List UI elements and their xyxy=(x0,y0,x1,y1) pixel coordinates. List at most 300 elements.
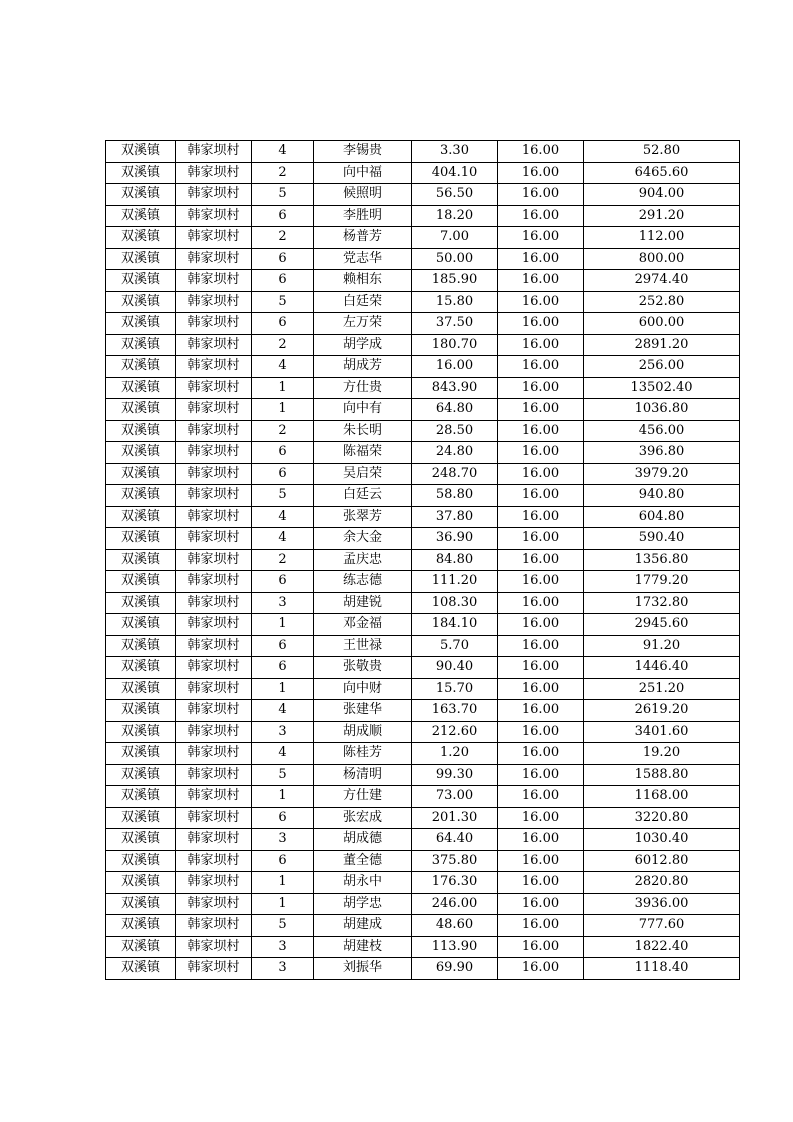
area-cell: 176.30 xyxy=(412,872,498,894)
group-cell: 2 xyxy=(252,162,314,184)
village-cell: 韩家坝村 xyxy=(176,958,252,980)
group-cell: 6 xyxy=(252,657,314,679)
name-cell: 胡成顺 xyxy=(314,721,412,743)
amount-cell: 600.00 xyxy=(584,313,740,335)
town-cell: 双溪镇 xyxy=(106,485,176,507)
group-cell: 4 xyxy=(252,743,314,765)
table-row xyxy=(106,506,740,528)
table-row xyxy=(106,958,740,980)
area-cell: 56.50 xyxy=(412,184,498,206)
village-cell: 韩家坝村 xyxy=(176,485,252,507)
area-cell: 18.20 xyxy=(412,205,498,227)
town-cell: 双溪镇 xyxy=(106,463,176,485)
name-cell: 向中有 xyxy=(314,399,412,421)
village-cell: 韩家坝村 xyxy=(176,721,252,743)
group-cell: 6 xyxy=(252,248,314,270)
table-row xyxy=(106,872,740,894)
town-cell: 双溪镇 xyxy=(106,420,176,442)
town-cell: 双溪镇 xyxy=(106,442,176,464)
table-row xyxy=(106,571,740,593)
amount-cell: 396.80 xyxy=(584,442,740,464)
area-cell: 69.90 xyxy=(412,958,498,980)
group-cell: 3 xyxy=(252,592,314,614)
village-cell: 韩家坝村 xyxy=(176,248,252,270)
group-cell: 6 xyxy=(252,442,314,464)
town-cell: 双溪镇 xyxy=(106,248,176,270)
table-row xyxy=(106,205,740,227)
table-row xyxy=(106,162,740,184)
rate-cell: 16.00 xyxy=(498,936,584,958)
village-cell: 韩家坝村 xyxy=(176,377,252,399)
village-cell: 韩家坝村 xyxy=(176,463,252,485)
group-cell: 1 xyxy=(252,377,314,399)
name-cell: 方仕建 xyxy=(314,786,412,808)
town-cell: 双溪镇 xyxy=(106,829,176,851)
rate-cell: 16.00 xyxy=(498,205,584,227)
amount-cell: 3401.60 xyxy=(584,721,740,743)
area-cell: 28.50 xyxy=(412,420,498,442)
name-cell: 胡建枝 xyxy=(314,936,412,958)
table-row xyxy=(106,313,740,335)
rate-cell: 16.00 xyxy=(498,786,584,808)
table-row xyxy=(106,420,740,442)
amount-cell: 2945.60 xyxy=(584,614,740,636)
name-cell: 赖相东 xyxy=(314,270,412,292)
town-cell: 双溪镇 xyxy=(106,893,176,915)
town-cell: 双溪镇 xyxy=(106,721,176,743)
table-row xyxy=(106,893,740,915)
rate-cell: 16.00 xyxy=(498,141,584,163)
rate-cell: 16.00 xyxy=(498,356,584,378)
village-cell: 韩家坝村 xyxy=(176,936,252,958)
name-cell: 朱长明 xyxy=(314,420,412,442)
group-cell: 3 xyxy=(252,958,314,980)
group-cell: 3 xyxy=(252,936,314,958)
amount-cell: 1446.40 xyxy=(584,657,740,679)
area-cell: 15.80 xyxy=(412,291,498,313)
village-cell: 韩家坝村 xyxy=(176,635,252,657)
name-cell: 向中福 xyxy=(314,162,412,184)
town-cell: 双溪镇 xyxy=(106,958,176,980)
amount-cell: 13502.40 xyxy=(584,377,740,399)
group-cell: 6 xyxy=(252,635,314,657)
name-cell: 胡成芳 xyxy=(314,356,412,378)
village-cell: 韩家坝村 xyxy=(176,291,252,313)
town-cell: 双溪镇 xyxy=(106,807,176,829)
rate-cell: 16.00 xyxy=(498,915,584,937)
village-cell: 韩家坝村 xyxy=(176,141,252,163)
group-cell: 1 xyxy=(252,893,314,915)
rate-cell: 16.00 xyxy=(498,571,584,593)
rate-cell: 16.00 xyxy=(498,657,584,679)
area-cell: 201.30 xyxy=(412,807,498,829)
town-cell: 双溪镇 xyxy=(106,872,176,894)
area-cell: 212.60 xyxy=(412,721,498,743)
rate-cell: 16.00 xyxy=(498,399,584,421)
name-cell: 练志德 xyxy=(314,571,412,593)
table-row xyxy=(106,463,740,485)
name-cell: 胡建锐 xyxy=(314,592,412,614)
amount-cell: 52.80 xyxy=(584,141,740,163)
village-cell: 韩家坝村 xyxy=(176,893,252,915)
amount-cell: 604.80 xyxy=(584,506,740,528)
amount-cell: 291.20 xyxy=(584,205,740,227)
village-cell: 韩家坝村 xyxy=(176,807,252,829)
rate-cell: 16.00 xyxy=(498,291,584,313)
village-cell: 韩家坝村 xyxy=(176,872,252,894)
group-cell: 5 xyxy=(252,291,314,313)
amount-cell: 256.00 xyxy=(584,356,740,378)
group-cell: 6 xyxy=(252,270,314,292)
area-cell: 404.10 xyxy=(412,162,498,184)
town-cell: 双溪镇 xyxy=(106,614,176,636)
town-cell: 双溪镇 xyxy=(106,700,176,722)
area-cell: 843.90 xyxy=(412,377,498,399)
village-cell: 韩家坝村 xyxy=(176,334,252,356)
name-cell: 陈桂芳 xyxy=(314,743,412,765)
village-cell: 韩家坝村 xyxy=(176,614,252,636)
table-row xyxy=(106,334,740,356)
name-cell: 胡学忠 xyxy=(314,893,412,915)
rate-cell: 16.00 xyxy=(498,334,584,356)
village-cell: 韩家坝村 xyxy=(176,592,252,614)
rate-cell: 16.00 xyxy=(498,614,584,636)
name-cell: 邓金福 xyxy=(314,614,412,636)
town-cell: 双溪镇 xyxy=(106,184,176,206)
name-cell: 胡永中 xyxy=(314,872,412,894)
amount-cell: 904.00 xyxy=(584,184,740,206)
name-cell: 白廷云 xyxy=(314,485,412,507)
amount-cell: 19.20 xyxy=(584,743,740,765)
rate-cell: 16.00 xyxy=(498,248,584,270)
rate-cell: 16.00 xyxy=(498,829,584,851)
table-row xyxy=(106,743,740,765)
town-cell: 双溪镇 xyxy=(106,356,176,378)
name-cell: 王世禄 xyxy=(314,635,412,657)
rate-cell: 16.00 xyxy=(498,184,584,206)
town-cell: 双溪镇 xyxy=(106,162,176,184)
table-row xyxy=(106,700,740,722)
table-row xyxy=(106,721,740,743)
area-cell: 99.30 xyxy=(412,764,498,786)
village-cell: 韩家坝村 xyxy=(176,227,252,249)
amount-cell: 940.80 xyxy=(584,485,740,507)
group-cell: 6 xyxy=(252,205,314,227)
village-cell: 韩家坝村 xyxy=(176,356,252,378)
name-cell: 李胜明 xyxy=(314,205,412,227)
amount-cell: 1779.20 xyxy=(584,571,740,593)
village-cell: 韩家坝村 xyxy=(176,506,252,528)
village-cell: 韩家坝村 xyxy=(176,162,252,184)
area-cell: 84.80 xyxy=(412,549,498,571)
rate-cell: 16.00 xyxy=(498,377,584,399)
group-cell: 5 xyxy=(252,915,314,937)
town-cell: 双溪镇 xyxy=(106,549,176,571)
area-cell: 111.20 xyxy=(412,571,498,593)
village-cell: 韩家坝村 xyxy=(176,743,252,765)
village-cell: 韩家坝村 xyxy=(176,678,252,700)
table-row xyxy=(106,141,740,163)
rate-cell: 16.00 xyxy=(498,678,584,700)
area-cell: 50.00 xyxy=(412,248,498,270)
village-cell: 韩家坝村 xyxy=(176,786,252,808)
name-cell: 吴启荣 xyxy=(314,463,412,485)
town-cell: 双溪镇 xyxy=(106,850,176,872)
amount-cell: 1036.80 xyxy=(584,399,740,421)
name-cell: 董全德 xyxy=(314,850,412,872)
amount-cell: 1118.40 xyxy=(584,958,740,980)
area-cell: 108.30 xyxy=(412,592,498,614)
area-cell: 1.20 xyxy=(412,743,498,765)
amount-cell: 2974.40 xyxy=(584,270,740,292)
amount-cell: 2619.20 xyxy=(584,700,740,722)
area-cell: 64.80 xyxy=(412,399,498,421)
table-row xyxy=(106,657,740,679)
rate-cell: 16.00 xyxy=(498,442,584,464)
name-cell: 向中财 xyxy=(314,678,412,700)
town-cell: 双溪镇 xyxy=(106,915,176,937)
rate-cell: 16.00 xyxy=(498,635,584,657)
town-cell: 双溪镇 xyxy=(106,764,176,786)
table-row xyxy=(106,764,740,786)
group-cell: 3 xyxy=(252,721,314,743)
name-cell: 党志华 xyxy=(314,248,412,270)
area-cell: 37.50 xyxy=(412,313,498,335)
group-cell: 4 xyxy=(252,528,314,550)
table-row xyxy=(106,248,740,270)
amount-cell: 6465.60 xyxy=(584,162,740,184)
town-cell: 双溪镇 xyxy=(106,141,176,163)
amount-cell: 6012.80 xyxy=(584,850,740,872)
village-cell: 韩家坝村 xyxy=(176,528,252,550)
name-cell: 张建华 xyxy=(314,700,412,722)
village-cell: 韩家坝村 xyxy=(176,442,252,464)
table-row xyxy=(106,678,740,700)
amount-cell: 2891.20 xyxy=(584,334,740,356)
area-cell: 248.70 xyxy=(412,463,498,485)
town-cell: 双溪镇 xyxy=(106,291,176,313)
name-cell: 候照明 xyxy=(314,184,412,206)
town-cell: 双溪镇 xyxy=(106,936,176,958)
table-row xyxy=(106,829,740,851)
village-cell: 韩家坝村 xyxy=(176,850,252,872)
area-cell: 375.80 xyxy=(412,850,498,872)
name-cell: 胡建成 xyxy=(314,915,412,937)
name-cell: 左万荣 xyxy=(314,313,412,335)
town-cell: 双溪镇 xyxy=(106,205,176,227)
town-cell: 双溪镇 xyxy=(106,743,176,765)
group-cell: 1 xyxy=(252,614,314,636)
area-cell: 246.00 xyxy=(412,893,498,915)
rate-cell: 16.00 xyxy=(498,528,584,550)
rate-cell: 16.00 xyxy=(498,700,584,722)
table-row xyxy=(106,227,740,249)
name-cell: 李锡贵 xyxy=(314,141,412,163)
name-cell: 胡学成 xyxy=(314,334,412,356)
area-cell: 3.30 xyxy=(412,141,498,163)
amount-cell: 1822.40 xyxy=(584,936,740,958)
group-cell: 2 xyxy=(252,549,314,571)
group-cell: 1 xyxy=(252,678,314,700)
group-cell: 2 xyxy=(252,227,314,249)
group-cell: 5 xyxy=(252,764,314,786)
rate-cell: 16.00 xyxy=(498,227,584,249)
town-cell: 双溪镇 xyxy=(106,313,176,335)
amount-cell: 3979.20 xyxy=(584,463,740,485)
amount-cell: 3936.00 xyxy=(584,893,740,915)
village-cell: 韩家坝村 xyxy=(176,313,252,335)
table-row xyxy=(106,807,740,829)
name-cell: 张宏成 xyxy=(314,807,412,829)
group-cell: 4 xyxy=(252,700,314,722)
group-cell: 1 xyxy=(252,872,314,894)
data-table xyxy=(105,140,740,980)
group-cell: 5 xyxy=(252,184,314,206)
name-cell: 余大金 xyxy=(314,528,412,550)
group-cell: 6 xyxy=(252,313,314,335)
town-cell: 双溪镇 xyxy=(106,592,176,614)
amount-cell: 1030.40 xyxy=(584,829,740,851)
group-cell: 4 xyxy=(252,141,314,163)
amount-cell: 2820.80 xyxy=(584,872,740,894)
area-cell: 48.60 xyxy=(412,915,498,937)
group-cell: 6 xyxy=(252,463,314,485)
town-cell: 双溪镇 xyxy=(106,334,176,356)
table-row xyxy=(106,399,740,421)
area-cell: 37.80 xyxy=(412,506,498,528)
amount-cell: 1168.00 xyxy=(584,786,740,808)
name-cell: 张翠芳 xyxy=(314,506,412,528)
town-cell: 双溪镇 xyxy=(106,227,176,249)
name-cell: 孟庆忠 xyxy=(314,549,412,571)
name-cell: 方仕贵 xyxy=(314,377,412,399)
amount-cell: 1732.80 xyxy=(584,592,740,614)
town-cell: 双溪镇 xyxy=(106,377,176,399)
town-cell: 双溪镇 xyxy=(106,571,176,593)
table-row xyxy=(106,528,740,550)
table-body xyxy=(106,141,740,980)
area-cell: 184.10 xyxy=(412,614,498,636)
name-cell: 胡成德 xyxy=(314,829,412,851)
group-cell: 2 xyxy=(252,334,314,356)
rate-cell: 16.00 xyxy=(498,850,584,872)
rate-cell: 16.00 xyxy=(498,270,584,292)
area-cell: 36.90 xyxy=(412,528,498,550)
table-row xyxy=(106,786,740,808)
amount-cell: 1356.80 xyxy=(584,549,740,571)
village-cell: 韩家坝村 xyxy=(176,399,252,421)
name-cell: 陈福荣 xyxy=(314,442,412,464)
town-cell: 双溪镇 xyxy=(106,657,176,679)
table-row xyxy=(106,915,740,937)
rate-cell: 16.00 xyxy=(498,958,584,980)
table-row xyxy=(106,377,740,399)
rate-cell: 16.00 xyxy=(498,893,584,915)
amount-cell: 112.00 xyxy=(584,227,740,249)
name-cell: 白廷荣 xyxy=(314,291,412,313)
amount-cell: 590.40 xyxy=(584,528,740,550)
town-cell: 双溪镇 xyxy=(106,399,176,421)
table-row xyxy=(106,485,740,507)
table-row xyxy=(106,936,740,958)
rate-cell: 16.00 xyxy=(498,764,584,786)
town-cell: 双溪镇 xyxy=(106,270,176,292)
table-row xyxy=(106,356,740,378)
village-cell: 韩家坝村 xyxy=(176,205,252,227)
rate-cell: 16.00 xyxy=(498,721,584,743)
rate-cell: 16.00 xyxy=(498,506,584,528)
rate-cell: 16.00 xyxy=(498,549,584,571)
amount-cell: 1588.80 xyxy=(584,764,740,786)
table-row xyxy=(106,549,740,571)
name-cell: 杨清明 xyxy=(314,764,412,786)
rate-cell: 16.00 xyxy=(498,463,584,485)
area-cell: 7.00 xyxy=(412,227,498,249)
group-cell: 3 xyxy=(252,829,314,851)
area-cell: 15.70 xyxy=(412,678,498,700)
group-cell: 6 xyxy=(252,571,314,593)
table-row xyxy=(106,614,740,636)
area-cell: 163.70 xyxy=(412,700,498,722)
rate-cell: 16.00 xyxy=(498,872,584,894)
name-cell: 刘振华 xyxy=(314,958,412,980)
village-cell: 韩家坝村 xyxy=(176,764,252,786)
table-row xyxy=(106,850,740,872)
area-cell: 180.70 xyxy=(412,334,498,356)
group-cell: 6 xyxy=(252,807,314,829)
area-cell: 185.90 xyxy=(412,270,498,292)
amount-cell: 252.80 xyxy=(584,291,740,313)
table-row xyxy=(106,442,740,464)
rate-cell: 16.00 xyxy=(498,807,584,829)
area-cell: 73.00 xyxy=(412,786,498,808)
rate-cell: 16.00 xyxy=(498,313,584,335)
name-cell: 张敬贵 xyxy=(314,657,412,679)
name-cell: 杨普芳 xyxy=(314,227,412,249)
rate-cell: 16.00 xyxy=(498,743,584,765)
area-cell: 113.90 xyxy=(412,936,498,958)
village-cell: 韩家坝村 xyxy=(176,420,252,442)
area-cell: 58.80 xyxy=(412,485,498,507)
amount-cell: 800.00 xyxy=(584,248,740,270)
town-cell: 双溪镇 xyxy=(106,635,176,657)
village-cell: 韩家坝村 xyxy=(176,549,252,571)
area-cell: 64.40 xyxy=(412,829,498,851)
area-cell: 5.70 xyxy=(412,635,498,657)
group-cell: 4 xyxy=(252,506,314,528)
area-cell: 90.40 xyxy=(412,657,498,679)
table-row xyxy=(106,635,740,657)
rate-cell: 16.00 xyxy=(498,162,584,184)
village-cell: 韩家坝村 xyxy=(176,571,252,593)
amount-cell: 456.00 xyxy=(584,420,740,442)
village-cell: 韩家坝村 xyxy=(176,915,252,937)
town-cell: 双溪镇 xyxy=(106,506,176,528)
table-row xyxy=(106,592,740,614)
village-cell: 韩家坝村 xyxy=(176,829,252,851)
area-cell: 24.80 xyxy=(412,442,498,464)
village-cell: 韩家坝村 xyxy=(176,700,252,722)
village-cell: 韩家坝村 xyxy=(176,270,252,292)
village-cell: 韩家坝村 xyxy=(176,184,252,206)
table-row xyxy=(106,270,740,292)
town-cell: 双溪镇 xyxy=(106,786,176,808)
group-cell: 1 xyxy=(252,786,314,808)
group-cell: 6 xyxy=(252,850,314,872)
village-cell: 韩家坝村 xyxy=(176,657,252,679)
amount-cell: 251.20 xyxy=(584,678,740,700)
amount-cell: 777.60 xyxy=(584,915,740,937)
